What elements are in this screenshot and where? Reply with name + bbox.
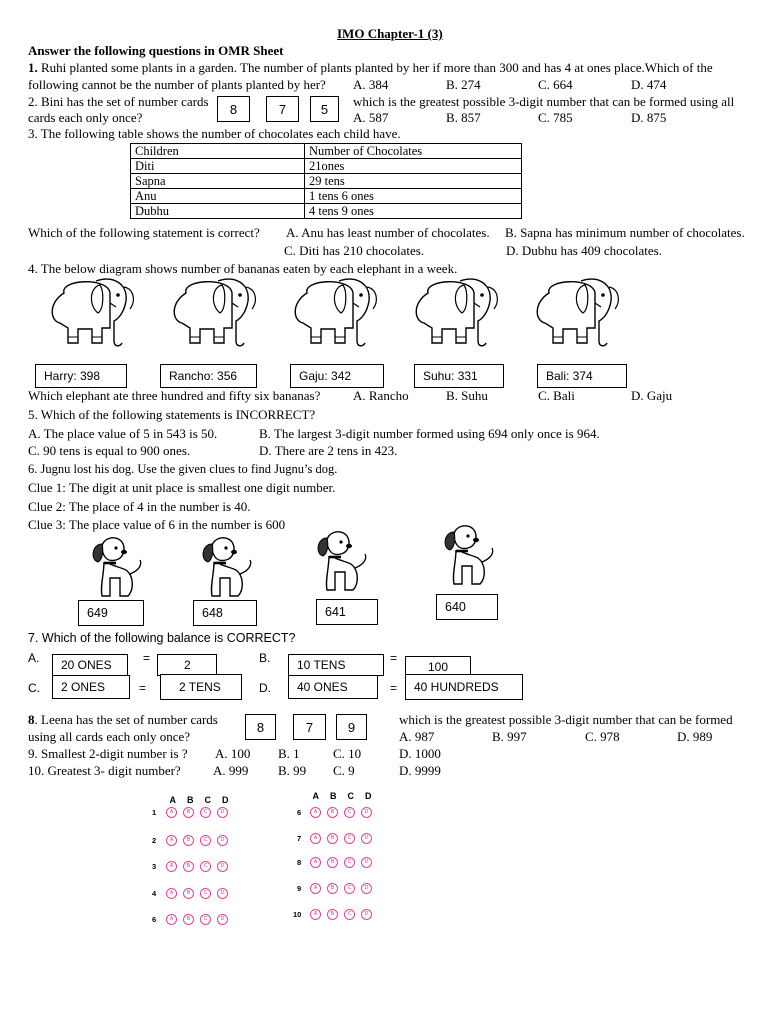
omr-row <box>293 833 383 845</box>
omr-bubble[interactable]: C <box>344 883 355 894</box>
q5-option-b: B. The largest 3-digit number formed using 694 only once is 964. <box>259 426 600 441</box>
q8-option-a: A. 987 <box>399 729 435 744</box>
omr-bubble[interactable]: A <box>166 861 177 872</box>
omr-bubble[interactable]: A <box>166 835 177 846</box>
q1-line1 <box>28 60 713 75</box>
q2-option-b: B. 857 <box>446 110 481 125</box>
omr-bubble[interactable]: A <box>310 909 321 920</box>
table-cell: Anu <box>131 189 305 204</box>
q8-number: 8 <box>28 712 35 727</box>
elephant-label-bali: Bali: 374 <box>537 364 627 388</box>
q8-card-1: 8 <box>245 714 276 740</box>
omr-bubble[interactable]: B <box>183 888 194 899</box>
table-header-row <box>131 144 522 159</box>
q3-option-b: B. Sapna has minimum number of chocolates. <box>505 225 745 240</box>
omr-letter: A <box>312 791 319 801</box>
dog-image-4 <box>434 518 498 588</box>
q1-number: 1. <box>28 60 38 75</box>
omr-bubble[interactable]: B <box>183 807 194 818</box>
q6-clue-3: Clue 3: The place value of 6 in the number is 600 <box>28 517 286 532</box>
q7-d-right: 40 HUNDREDS <box>405 674 523 700</box>
q1-option-a: A. 384 <box>353 77 389 92</box>
omr-row <box>152 835 242 847</box>
q3-option-d: D. Dubhu has 409 chocolates. <box>506 243 662 258</box>
omr-bubble[interactable]: B <box>327 883 338 894</box>
omr-row <box>293 807 383 819</box>
q3-option-a: A. Anu has least number of chocolates. <box>286 225 490 240</box>
omr-bubble[interactable]: A <box>310 807 321 818</box>
omr-bubble[interactable]: B <box>327 909 338 920</box>
omr-bubble[interactable]: C <box>344 909 355 920</box>
elephant-image-gaju <box>281 273 381 353</box>
q10-option-c: C. 9 <box>333 763 355 778</box>
elephant-label-suhu: Suhu: 331 <box>414 364 504 388</box>
omr-bubble[interactable]: D <box>217 861 228 872</box>
q10-option-a: A. 999 <box>213 763 249 778</box>
dog-label-641: 641 <box>316 599 378 625</box>
omr-bubble[interactable]: A <box>166 888 177 899</box>
q3-question: Which of the following statement is correct? <box>28 225 260 240</box>
q2-option-a: A. 587 <box>353 110 389 125</box>
omr-bubble[interactable]: C <box>344 833 355 844</box>
omr-bubble[interactable]: D <box>217 914 228 925</box>
omr-row <box>293 857 383 869</box>
q6-clue-2: Clue 2: The place of 4 in the number is 40. <box>28 499 251 514</box>
q2-card-1: 8 <box>217 96 250 122</box>
omr-bubble[interactable]: D <box>361 857 372 868</box>
q10-option-d: D. 9999 <box>399 763 441 778</box>
omr-bubble[interactable]: B <box>183 914 194 925</box>
elephant-label-rancho: Rancho: 356 <box>160 364 257 388</box>
q4-option-c: C. Bali <box>538 388 575 403</box>
omr-bubble[interactable]: B <box>183 861 194 872</box>
omr-header-right <box>307 791 377 801</box>
table-cell: 29 tens <box>305 174 522 189</box>
q5-option-d: D. There are 2 tens in 423. <box>259 443 398 458</box>
q4-question: Which elephant ate three hundred and fifty six bananas? <box>28 388 321 403</box>
elephant-image-suhu <box>402 273 502 353</box>
omr-header-left <box>164 795 234 805</box>
q1-text: Ruhi planted some plants in a garden. The number of plants planted by her if more than 300 and has 4 at ones place.Which of the <box>41 60 713 75</box>
omr-bubble[interactable]: D <box>217 888 228 899</box>
q5-option-c: C. 90 tens is equal to 900 ones. <box>28 443 191 458</box>
q3-text: 3. The following table shows the number of chocolates each child have. <box>28 126 401 141</box>
q7-equals: = <box>390 681 398 695</box>
omr-row-number: 9 <box>297 884 302 893</box>
instruction: Answer the following questions in OMR Sheet <box>28 43 284 58</box>
q1-option-b: B. 274 <box>446 77 481 92</box>
omr-row <box>152 914 242 926</box>
table-cell: 21ones <box>305 159 522 174</box>
omr-bubble[interactable]: D <box>361 807 372 818</box>
q6-text: 6. Jugnu lost his dog. Use the given clues to find Jugnu’s dog. <box>28 462 338 476</box>
omr-letter: D <box>365 791 372 801</box>
q9-option-c: C. 10 <box>333 746 362 761</box>
q9-option-a: A. 100 <box>215 746 251 761</box>
q2-line2: cards each only once? <box>28 110 143 125</box>
table-cell: 1 tens 6 ones <box>305 189 522 204</box>
q5-text: 5. Which of the following statements is INCORRECT? <box>28 407 316 422</box>
table-cell: Diti <box>131 159 305 174</box>
omr-bubble[interactable]: C <box>200 888 211 899</box>
omr-row-number: 4 <box>152 889 157 898</box>
q8-line2: using all cards each only once? <box>28 729 191 744</box>
omr-bubble[interactable]: C <box>200 914 211 925</box>
q1-line2: following cannot be the number of plants planted by her? <box>28 77 326 92</box>
q7-b-left: 10 TENS <box>288 654 384 676</box>
q6-clue-1: Clue 1: The digit at unit place is smallest one digit number. <box>28 480 336 495</box>
q7-a-right: 2 <box>157 654 217 676</box>
omr-row-number: 1 <box>152 808 157 817</box>
omr-bubble[interactable]: D <box>361 909 372 920</box>
omr-letter: D <box>222 795 229 805</box>
table-row <box>131 189 522 204</box>
q7-b-right: 100 <box>405 656 471 677</box>
omr-bubble[interactable]: C <box>344 857 355 868</box>
omr-bubble[interactable]: C <box>200 807 211 818</box>
omr-bubble[interactable]: A <box>166 914 177 925</box>
dog-image-2 <box>192 530 256 600</box>
omr-bubble[interactable]: D <box>361 833 372 844</box>
table-header: Number of Chocolates <box>305 144 522 159</box>
omr-letter: C <box>347 791 354 801</box>
omr-letter: B <box>330 791 337 801</box>
omr-letter: A <box>169 795 176 805</box>
table-cell: 4 tens 9 ones <box>305 204 522 219</box>
dog-image-1 <box>82 530 146 600</box>
q2-card-3: 5 <box>310 96 339 122</box>
q9-option-b: B. 1 <box>278 746 300 761</box>
omr-bubble[interactable]: A <box>310 857 321 868</box>
omr-letter: B <box>187 795 194 805</box>
omr-bubble[interactable]: D <box>217 835 228 846</box>
q8-option-d: D. 989 <box>677 729 713 744</box>
elephant-label-harry: Harry: 398 <box>35 364 127 388</box>
omr-bubble[interactable]: B <box>327 807 338 818</box>
omr-row-number: 2 <box>152 836 157 845</box>
dog-label-649: 649 <box>78 600 144 626</box>
q2-card-2: 7 <box>266 96 299 122</box>
q7-letter-b: B. <box>259 651 271 665</box>
q8-option-b: B. 997 <box>492 729 527 744</box>
q4-option-b: B. Suhu <box>446 388 488 403</box>
q10-text: 10. Greatest 3- digit number? <box>28 763 181 778</box>
omr-bubble[interactable]: B <box>183 835 194 846</box>
q8-line1 <box>28 712 218 727</box>
table-row <box>131 159 522 174</box>
q1-option-c: C. 664 <box>538 77 573 92</box>
q7-equals: = <box>390 651 398 665</box>
q7-a-left: 20 ONES <box>52 654 128 676</box>
omr-row <box>293 883 383 895</box>
q2-prefix: 2. Bini has the set of number cards <box>28 94 209 109</box>
omr-bubble[interactable]: B <box>327 833 338 844</box>
omr-bubble[interactable]: B <box>327 857 338 868</box>
omr-row-number: 6 <box>297 808 302 817</box>
table-cell: Dubhu <box>131 204 305 219</box>
omr-bubble[interactable]: D <box>217 807 228 818</box>
table-cell: Sapna <box>131 174 305 189</box>
elephant-image-bali <box>523 273 623 353</box>
q4-text: 4. The below diagram shows number of bananas eaten by each elephant in a week. <box>28 261 458 276</box>
omr-row-number: 10 <box>293 910 302 919</box>
omr-row <box>293 909 383 921</box>
omr-row-number: 3 <box>152 862 157 871</box>
omr-bubble[interactable]: C <box>200 861 211 872</box>
omr-bubble[interactable]: A <box>310 883 321 894</box>
omr-letter: C <box>204 795 211 805</box>
q9-text: 9. Smallest 2-digit number is ? <box>28 746 188 761</box>
q9-option-d: D. 1000 <box>399 746 441 761</box>
dog-label-648: 648 <box>193 600 257 626</box>
omr-row-number: 6 <box>152 915 157 924</box>
q8-suffix: which is the greatest possible 3-digit number that can be formed <box>399 712 733 727</box>
q7-equals: = <box>139 681 147 695</box>
table-header: Children <box>131 144 305 159</box>
omr-row <box>152 807 242 819</box>
q2-option-d: D. 875 <box>631 110 667 125</box>
elephant-label-gaju: Gaju: 342 <box>290 364 384 388</box>
omr-bubble[interactable]: C <box>344 807 355 818</box>
table-row <box>131 174 522 189</box>
q8-card-2: 7 <box>293 714 326 740</box>
page-title: IMO Chapter-1 (3) <box>337 26 443 41</box>
q4-option-a: A. Rancho <box>353 388 409 403</box>
q7-letter-c: C. <box>28 681 40 695</box>
q4-option-d: D. Gaju <box>631 388 673 403</box>
omr-row <box>152 888 242 900</box>
omr-row-number: 7 <box>297 834 302 843</box>
q2-option-c: C. 785 <box>538 110 573 125</box>
table-row <box>131 204 522 219</box>
omr-bubble[interactable]: C <box>200 835 211 846</box>
q7-equals: = <box>143 651 151 665</box>
q8-prefix: . Leena has the set of number cards <box>34 712 218 727</box>
q7-letter-d: D. <box>259 681 271 695</box>
q7-c-right: 2 TENS <box>160 674 242 700</box>
dog-image-3 <box>307 524 371 594</box>
omr-bubble[interactable]: A <box>310 833 321 844</box>
q7-c-left: 2 ONES <box>52 675 130 699</box>
elephant-image-rancho <box>160 273 260 353</box>
q10-option-b: B. 99 <box>278 763 307 778</box>
q7-d-left: 40 ONES <box>288 675 378 699</box>
dog-label-640: 640 <box>436 594 498 620</box>
q2-suffix: which is the greatest possible 3-digit number that can be formed using all <box>353 94 735 109</box>
omr-row-number: 8 <box>297 858 302 867</box>
omr-row <box>152 861 242 873</box>
elephant-image-harry <box>38 273 138 353</box>
chocolates-table <box>130 143 522 219</box>
omr-bubble[interactable]: A <box>166 807 177 818</box>
q8-card-3: 9 <box>336 714 367 740</box>
q1-option-d: D. 474 <box>631 77 667 92</box>
omr-bubble[interactable]: D <box>361 883 372 894</box>
q7-text: 7. Which of the following balance is CORRECT? <box>28 631 296 645</box>
q3-option-c: C. Diti has 210 chocolates. <box>284 243 425 258</box>
q7-letter-a: A. <box>28 651 40 665</box>
q5-option-a: A. The place value of 5 in 543 is 50. <box>28 426 218 441</box>
q8-option-c: C. 978 <box>585 729 620 744</box>
